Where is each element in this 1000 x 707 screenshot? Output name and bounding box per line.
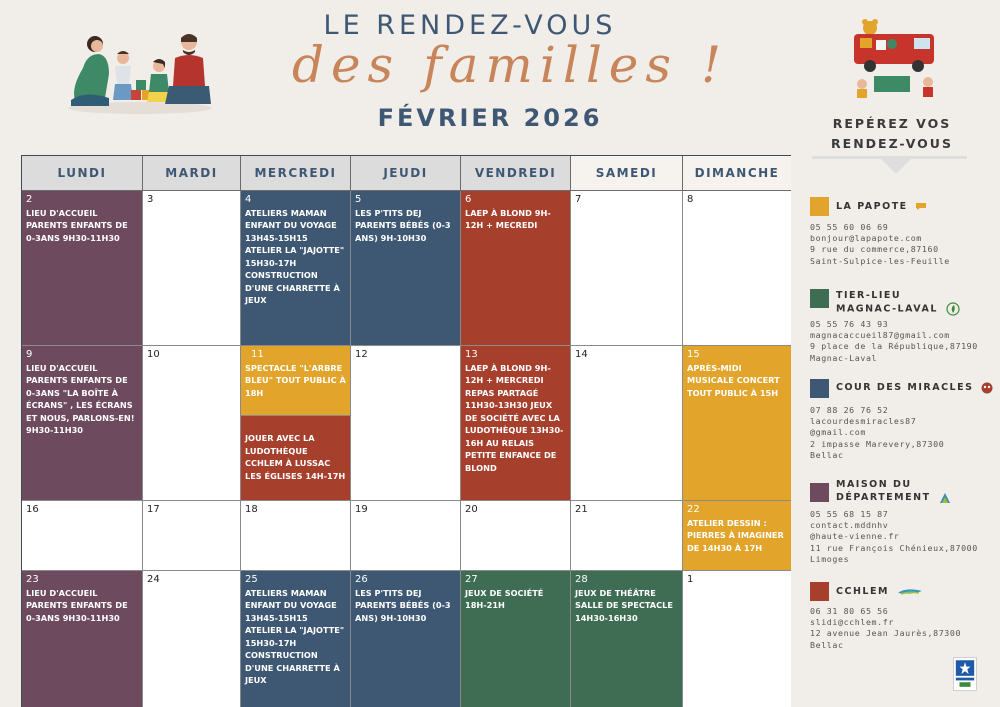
legend-name-text: LA PAPOTE (836, 201, 908, 212)
legend-name-text: MAISON DU DÉPARTEMENT (836, 479, 931, 503)
day-number: 6 (465, 194, 472, 205)
event-text: ATELIER DESSIN : PIERRES À IMAGINER DE 14H30 À 17H (687, 517, 784, 553)
day-cell-feb-20[interactable] (461, 501, 571, 571)
day-number: 25 (245, 574, 258, 585)
day-number: 20 (465, 504, 478, 515)
day-cell-feb-7[interactable] (571, 191, 683, 346)
department-logo-icon (938, 492, 952, 504)
day-header-monday: LUNDI (22, 156, 143, 191)
day-number: 4 (245, 194, 252, 205)
day-number: 22 (687, 504, 700, 515)
header-title-line1: LE RENDEZ-VOUS (323, 10, 617, 41)
day-header-tuesday: MARDI (143, 156, 241, 191)
day-cell-feb-17[interactable] (143, 501, 241, 571)
day-number: 7 (575, 194, 582, 205)
day-cell-feb-22[interactable] (683, 501, 791, 571)
day-number: 12 (355, 349, 368, 360)
day-header-friday: VENDREDI (461, 156, 571, 191)
speech-bubble-icon (915, 202, 927, 211)
event-text: LES P'TITS DEJ PARENTS BÉBÉS (0-3 ANS) 9H-10H30 (355, 587, 451, 623)
day-number: 15 (687, 349, 700, 360)
day-cell-feb-4[interactable] (241, 191, 351, 346)
event-text: ATELIERS MAMAN ENFANT DU VOYAGE 13H45-15H15 ATELIER LA "JAJOTTE" 15H30-17H CONSTRUCTION D'UNE CHARRETTE À JEUX (245, 587, 345, 685)
event-text: LIEU D'ACCUEIL PARENTS ENFANTS DE 0-3ANS 9H30-11H30 (26, 207, 128, 243)
day-number: 17 (147, 504, 160, 515)
legend-item-cour-des-miracles[interactable] (810, 379, 995, 469)
legend-name (836, 478, 966, 504)
month-title: FÉVRIER 2026 (377, 104, 603, 132)
color-swatch (810, 379, 829, 398)
legend-name (836, 200, 927, 213)
day-cell-feb-16[interactable] (22, 501, 143, 571)
cchlem-logo-icon (897, 587, 923, 597)
legend-item-tier-lieu[interactable] (810, 289, 995, 361)
legend-name-text: COUR DES MIRACLES (836, 382, 974, 393)
legend-info: 06 31 80 65 56 slidi@cchlem.fr 12 avenue Jean Jaurès,87300 Bellac (810, 606, 962, 650)
day-cell-feb-28[interactable] (571, 571, 683, 707)
day-cell-feb-15[interactable] (683, 346, 791, 501)
day-number: 18 (245, 504, 258, 515)
toy-van-illustration (848, 18, 946, 100)
day-cell-feb-10[interactable] (143, 346, 241, 501)
legend-item-la-papote[interactable] (810, 197, 995, 267)
day-cell-feb-12[interactable] (351, 346, 461, 501)
day-header-thursday: JEUDI (351, 156, 461, 191)
day-cell-feb-21[interactable] (571, 501, 683, 571)
day-cell-feb-23[interactable] (22, 571, 143, 707)
header-title-line2: des familles ! (291, 36, 729, 94)
day-cell-feb-24[interactable] (143, 571, 241, 707)
event-text: SPECTACLE "L'ARBRE BLEU" TOUT PUBLIC À 18H (245, 362, 346, 398)
day-cell-feb-9[interactable] (22, 346, 143, 501)
event-text: JEUX DE SOCIÉTÉ 18H-21H (465, 587, 544, 610)
day-number: 21 (575, 504, 588, 515)
event-text: LAEP À BLOND 9H-12H + MECREDI (465, 207, 551, 230)
day-cell-feb-25[interactable] (241, 571, 351, 707)
event-text: JEUX DE THÉÂTRE SALLE DE SPECTACLE 14H30-16H30 (575, 587, 673, 623)
color-swatch (810, 582, 829, 601)
legend-item-maison-du-departement[interactable] (810, 475, 995, 570)
day-number: 8 (687, 194, 694, 205)
family-illustration (65, 28, 215, 114)
legend-info: 05 55 76 43 93 magnacaccueil87@gmail.com 9 place de la République,87190 Magnac-Laval (810, 319, 978, 363)
event-text: LIEU D'ACCUEIL PARENTS ENFANTS DE 0-3ANS 9H30-11H30 (26, 587, 128, 623)
day-number: 1 (687, 574, 694, 585)
color-swatch (810, 197, 829, 216)
day-cell-feb-14[interactable] (571, 346, 683, 501)
day-cell-feb-2[interactable] (22, 191, 143, 346)
event-text: LIEU D'ACCUEIL PARENTS ENFANTS DE 0-3ANS "LA BOÎTE À ÉCRANS" , LES ÉCRANS ET NOUS, PARLONS-EN! 9H30-11H30 (26, 362, 135, 435)
color-swatch (810, 289, 829, 308)
day-cell-feb-11-bottom[interactable] (241, 416, 351, 501)
event-text: ATELIERS MAMAN ENFANT DU VOYAGE 13H45-15H15 ATELIER LA "JAJOTTE" 15H30-17H CONSTRUCTION D'UNE CHARRETTE À JEUX (245, 207, 345, 305)
day-cell-feb-27[interactable] (461, 571, 571, 707)
event-text: LES P'TITS DEJ PARENTS BÉBÉS (0-3 ANS) 9H-10H30 (355, 207, 451, 243)
day-number: 19 (355, 504, 368, 515)
day-header-sunday: DIMANCHE (683, 156, 791, 191)
day-number: 2 (26, 194, 33, 205)
day-cell-feb-13[interactable] (461, 346, 571, 501)
event-text: LAEP À BLOND 9H-12H + MERCREDI REPAS PARTAGÉ 11H30-13H30 JEUX DE SOCIÉTÉ AVEC LA LUDOTHÈQUE 13H30-16H AU RELAIS PETITE ENFANCE DE BLOND (465, 362, 564, 473)
day-cell-feb-3[interactable] (143, 191, 241, 346)
legend-title: REPÉREZ VOS RENDEZ-VOUS (831, 116, 953, 151)
day-header-saturday: SAMEDI (571, 156, 683, 191)
day-number: 9 (26, 349, 33, 360)
day-number: 27 (465, 574, 478, 585)
day-number: 26 (355, 574, 368, 585)
color-swatch (810, 483, 829, 502)
day-cell-feb-11-top[interactable] (241, 346, 351, 416)
legend-name (836, 289, 966, 316)
legend-info: 05 55 60 06 69 bonjour@lapapote.com 9 rue du commerce,87160 Saint-Sulpice-les-Feuille (810, 222, 950, 266)
caf-logo-icon (953, 657, 977, 691)
day-cell-feb-26[interactable] (351, 571, 461, 707)
day-number: 14 (575, 349, 588, 360)
day-header-wednesday: MERCREDI (241, 156, 351, 191)
legend-name-text: CCHLEM (836, 586, 889, 597)
legend-pointer (880, 158, 912, 174)
miracles-logo-icon (981, 382, 993, 394)
legend-name-text: TIER-LIEU MAGNAC-LAVAL (836, 290, 938, 315)
event-text: JOUER AVEC LA LUDOTHÈQUE CCHLEM À LUSSAC LES ÉGLISES 14H-17H (245, 433, 346, 481)
legend-info: 07 88 26 76 52 lacourdesmiracles87 @gmail.com 2 impasse Marevery,87300 Bellac (810, 405, 945, 460)
day-number: 24 (147, 574, 160, 585)
day-number: 16 (26, 504, 39, 515)
day-number: 5 (355, 194, 362, 205)
day-cell-feb-8[interactable] (683, 191, 791, 346)
day-cell-feb-6[interactable] (461, 191, 571, 346)
day-cell-feb-5[interactable] (351, 191, 461, 346)
calendar-grid (21, 155, 791, 707)
day-number: 10 (147, 349, 160, 360)
leaf-icon (946, 302, 960, 316)
legend-name (836, 585, 923, 598)
legend-name (836, 381, 993, 394)
day-number: 3 (147, 194, 154, 205)
day-cell-feb-19[interactable] (351, 501, 461, 571)
legend-item-cchlem[interactable] (810, 582, 995, 657)
day-cell-feb-18[interactable] (241, 501, 351, 571)
event-text: APRÈS-MIDI MUSICALE CONCERT TOUT PUBLIC À 15H (687, 362, 780, 398)
legend-info: 05 55 68 15 87 contact.mddnhv @haute-vienne.fr 11 rue François Chénieux,87000 Limoges (810, 509, 978, 564)
day-number: 23 (26, 574, 39, 585)
day-cell-mar-1[interactable] (683, 571, 791, 707)
day-number: 13 (465, 349, 478, 360)
day-number: 28 (575, 574, 588, 585)
day-number: 11 (251, 349, 264, 360)
